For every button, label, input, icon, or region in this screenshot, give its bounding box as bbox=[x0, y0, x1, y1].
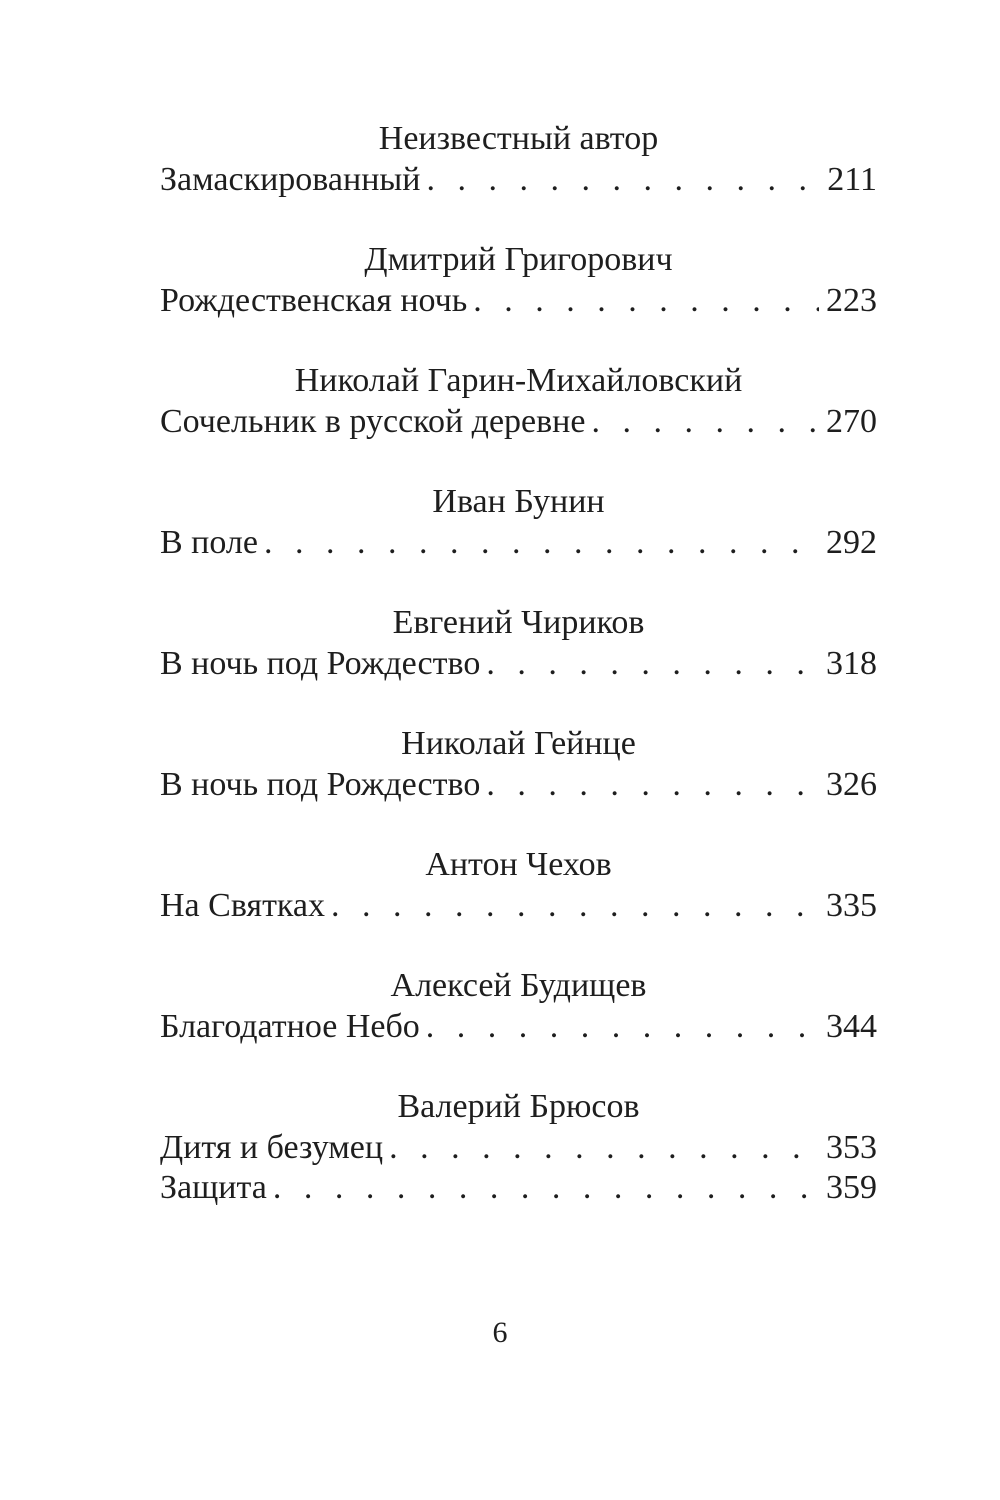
toc-entry bbox=[160, 1007, 877, 1047]
story-title: В ночь под Рождество bbox=[160, 645, 481, 682]
page-ref: 292 bbox=[826, 524, 877, 561]
author-name: Валерий Брюсов bbox=[397, 1088, 640, 1125]
author-name: Николай Гарин-Михайловский bbox=[294, 362, 743, 399]
page-ref: 353 bbox=[826, 1129, 877, 1166]
author-name: Евгений Чириков bbox=[392, 604, 645, 641]
toc-entry bbox=[160, 644, 877, 684]
story-title: Благодатное Небо bbox=[160, 1008, 420, 1045]
toc-group bbox=[160, 118, 877, 200]
story-title: В поле bbox=[160, 524, 258, 561]
page-ref: 211 bbox=[827, 161, 877, 198]
page-number: 6 bbox=[492, 1316, 508, 1349]
story-title: Сочельник в русской деревне bbox=[160, 403, 586, 440]
story-title: Замаскированный bbox=[160, 161, 421, 198]
toc-entry bbox=[160, 523, 877, 563]
page-ref: 223 bbox=[826, 282, 877, 319]
dot-leader bbox=[264, 523, 819, 563]
dot-leader bbox=[426, 1007, 819, 1047]
toc-group bbox=[160, 723, 877, 805]
page-ref: 344 bbox=[826, 1008, 877, 1045]
story-title: Рождественская ночь bbox=[160, 282, 468, 319]
dot-leader bbox=[273, 1168, 819, 1208]
author-name: Иван Бунин bbox=[432, 483, 605, 520]
toc-group bbox=[160, 965, 877, 1047]
page-ref: 270 bbox=[826, 403, 877, 440]
toc-entry bbox=[160, 765, 877, 805]
author-name: Алексей Будищев bbox=[390, 967, 647, 1004]
page-ref: 359 bbox=[826, 1169, 877, 1206]
author-name: Неизвестный автор bbox=[378, 120, 659, 157]
toc-group bbox=[160, 360, 877, 442]
dot-leader bbox=[486, 765, 819, 805]
toc-group bbox=[160, 481, 877, 563]
story-title: На Святках bbox=[160, 887, 326, 924]
toc-entry bbox=[160, 886, 877, 926]
story-title: Дитя и безумец bbox=[160, 1129, 384, 1166]
story-title: В ночь под Рождество bbox=[160, 766, 481, 803]
dot-leader bbox=[426, 160, 819, 200]
toc-entry bbox=[160, 1168, 877, 1208]
dot-leader bbox=[331, 886, 819, 926]
page-ref: 335 bbox=[826, 887, 877, 924]
toc-group bbox=[160, 602, 877, 684]
dot-leader bbox=[389, 1128, 819, 1168]
author-name: Антон Чехов bbox=[425, 846, 612, 883]
author-name: Николай Гейнце bbox=[401, 725, 636, 762]
author-name: Дмитрий Григорович bbox=[364, 241, 673, 278]
toc-group bbox=[160, 1086, 877, 1208]
toc-entry bbox=[160, 281, 877, 321]
toc-entry bbox=[160, 160, 877, 200]
story-title: Защита bbox=[160, 1169, 267, 1206]
page-ref: 318 bbox=[826, 645, 877, 682]
table-of-contents bbox=[160, 118, 877, 1247]
dot-leader bbox=[591, 402, 819, 442]
dot-leader bbox=[486, 644, 819, 684]
toc-group bbox=[160, 844, 877, 926]
toc-entry bbox=[160, 402, 877, 442]
toc-entry bbox=[160, 1128, 877, 1168]
dot-leader bbox=[473, 281, 819, 321]
toc-group bbox=[160, 239, 877, 321]
page-ref: 326 bbox=[826, 766, 877, 803]
